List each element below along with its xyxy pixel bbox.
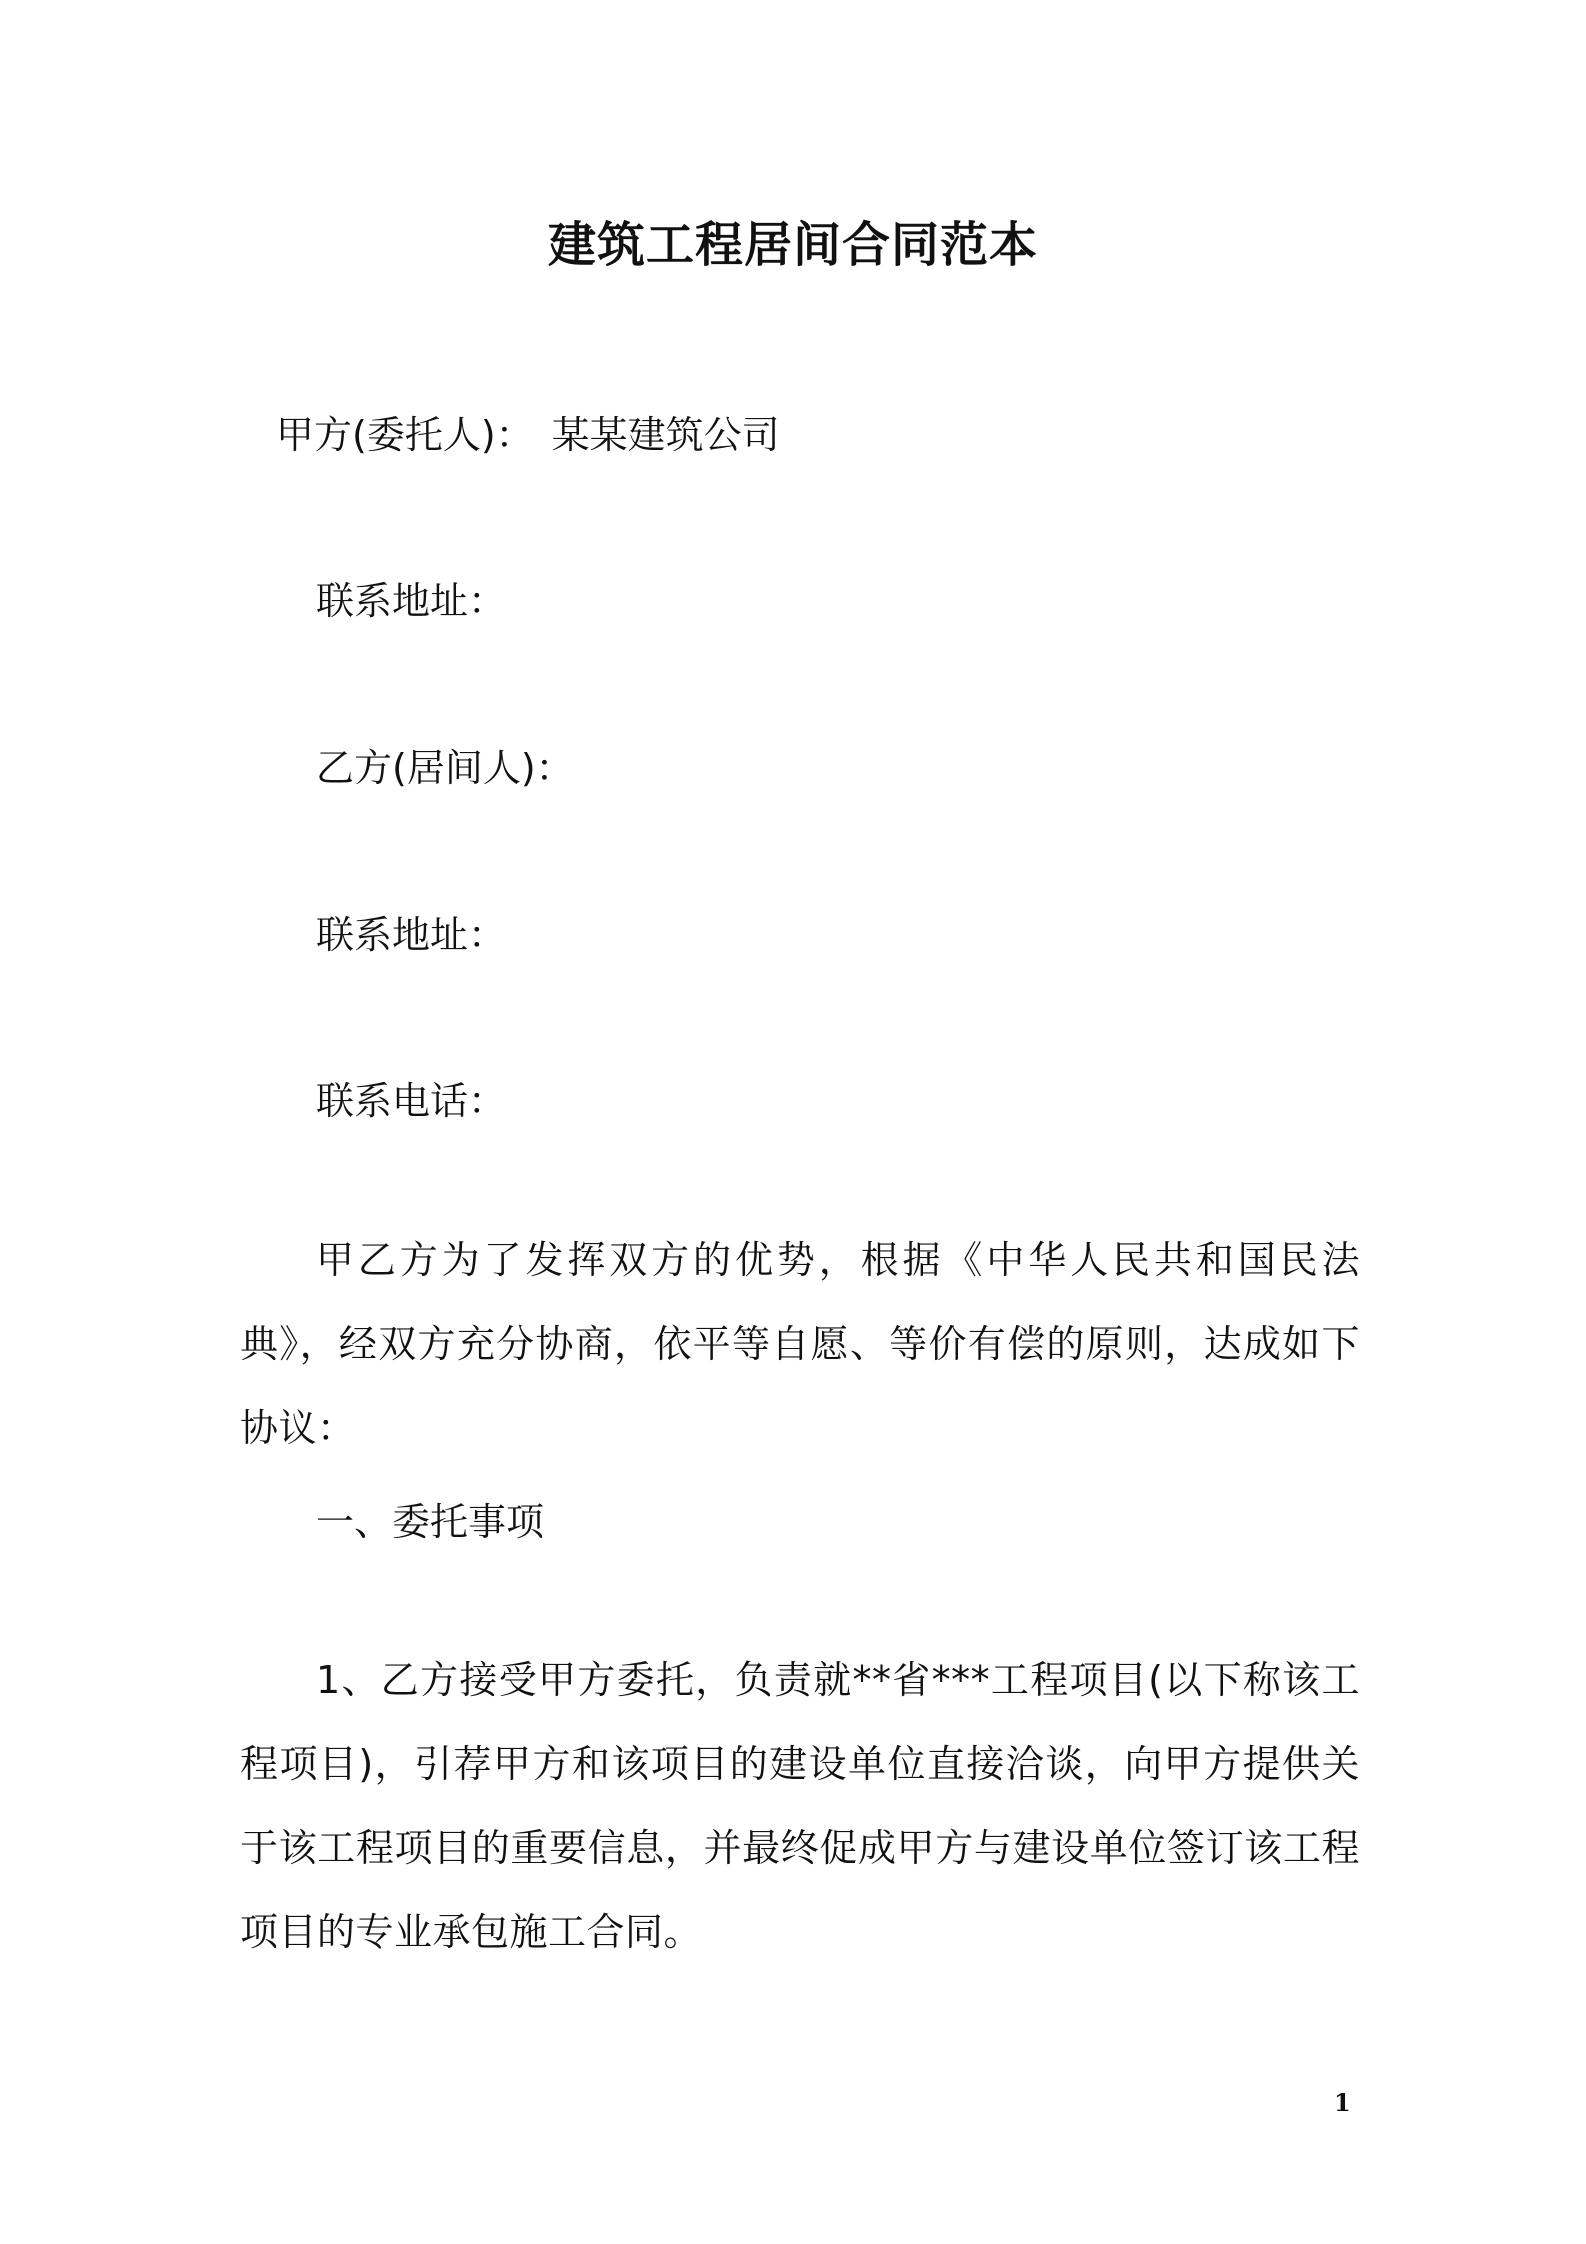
party-b-phone-label: 联系电话： [316,1079,507,1123]
party-b-address-label: 联系地址： [316,913,507,957]
party-a-value: 某某建筑公司 [551,413,780,457]
party-a-line [276,410,780,460]
party-b-label: 乙方(居间人)： [316,746,574,790]
party-a-address-label: 联系地址： [316,579,507,623]
document-title: 建筑工程居间合同范本 [547,217,1038,273]
clause-paragraph: 1、乙方接受甲方委托，负责就**省***工程项目(以下称该工程项目)，引荐甲方和该项目的建设单位直接洽谈，向甲方提供关于该工程项目的重要信息，并最终促成甲方与建设单位签订该工程项目的专业承包施工合同。 [240,1658,1360,1954]
preamble-paragraph: 甲乙方为了发挥双方的优势，根据《中华人民共和国民法典》，经双方充分协商，依平等自愿、等价有偿的原则，达成如下协议： [240,1238,1360,1450]
party-a-label: 甲方(委托人)： [276,413,534,457]
section-heading: 一、委托事项 [316,1500,545,1544]
page-number: 1 [1334,2088,1351,2117]
